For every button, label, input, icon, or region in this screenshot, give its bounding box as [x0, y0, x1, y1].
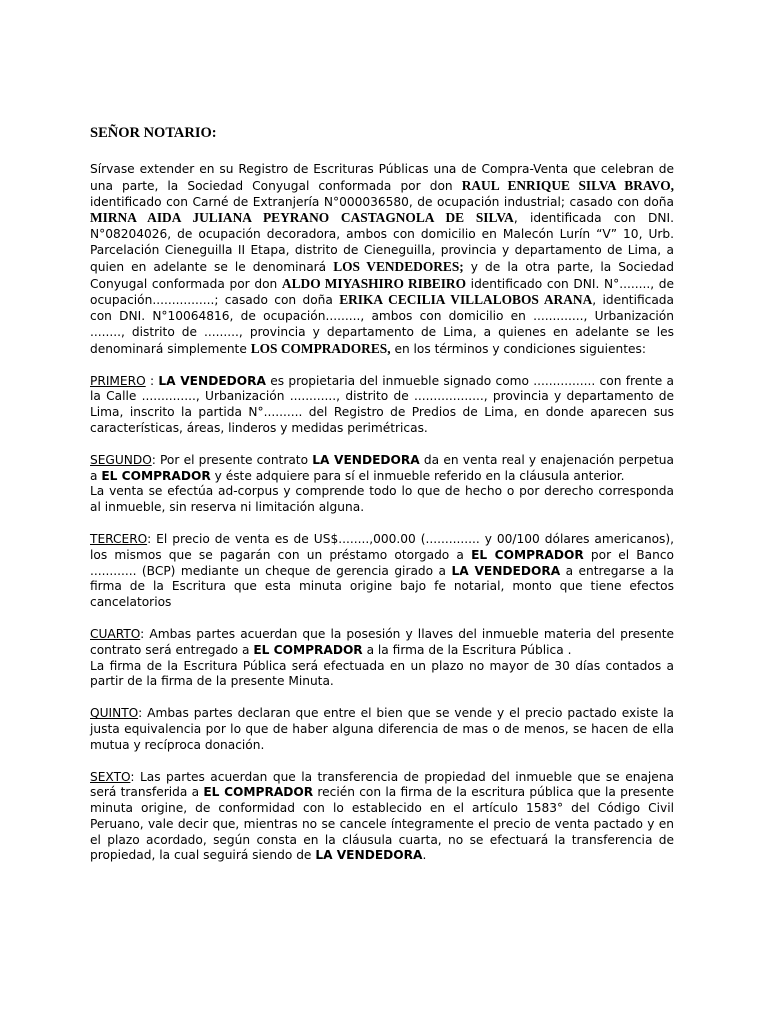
clause-text: . [422, 848, 427, 863]
clause-sexto [90, 770, 674, 865]
buyer-wife-name: ERIKA CECILIA VILLALOBOS ARANA [339, 292, 593, 308]
clause-cuarto [90, 627, 674, 690]
seller-wife-name: MIRNA AIDA JULIANA PEYRANO CASTAGNOLA DE SILVA [90, 210, 514, 226]
buyers-term: LOS COMPRADORES, [250, 340, 391, 356]
clause-label: SEXTO [90, 769, 131, 784]
party-name: LA VENDEDORA [451, 563, 561, 578]
intro-text: identificado con Carné de Extranjería N°000036580, de ocupación industrial; casado con doña [90, 194, 674, 209]
party-name: LA VENDEDORA [312, 452, 420, 467]
clause-text: : Las partes acuerdan que la transferencia de propiedad del inmueble que se enajena será transferida a [90, 769, 674, 800]
party-name: EL COMPRADOR [253, 642, 363, 657]
clause-text: a entregarse a la firma de la Escritura que esta minuta origine bajo fe notarial, monto que tiene efectos cancelatorios [90, 563, 675, 610]
clause-text: y éste adquiere para sí el inmueble referido en la cláusula anterior. [210, 468, 625, 483]
intro-paragraph [90, 162, 674, 358]
clause-text: da en venta real y enajenación perpetua a [90, 452, 674, 483]
clause-segundo [90, 453, 674, 516]
intro-text: y de la otra parte, la Sociedad Conyugal conformada por don [90, 259, 675, 291]
clause-label: TERCERO [90, 531, 148, 546]
intro-text: , identificada con DNI. N°10064816, de ocupación........., ambos con domicilio en ............., Urbanización ........, distrito de ........., provincia y departamento de Lima, a quienes en adelante se les denominará simplemente [90, 293, 675, 356]
clause-text: recién con la firma de la escritura pública que la presente minuta origine, de conformidad con lo establecido en el artículo 1583° del Código Civil Peruano, vale decir que, mientras no se cancele íntegramente el precio de venta pactado y en el plazo acordado, según consta en la cláusula cuarta, no se efectuará la transferencia de propiedad, la cual seguirá siendo de [90, 785, 674, 863]
party-name: EL COMPRADOR [471, 547, 584, 562]
intro-text: en los términos y condiciones siguientes: [390, 341, 646, 356]
document-title: SEÑOR NOTARIO: [90, 125, 217, 141]
clause-text: La venta se efectúa ad-corpus y comprende todo lo que de hecho o por derecho corresponda al inmueble, sin reserva ni limitación alguna. [90, 484, 674, 515]
clause-tercero [90, 532, 674, 611]
intro-text: identificado con DNI. N°........, de ocupación................; casado con doña [90, 276, 674, 308]
clause-label: SEGUNDO [90, 452, 152, 467]
buyer-husband-name: ALDO MIYASHIRO RIBEIRO [281, 275, 467, 291]
clause-text: a la firma de la Escritura Pública . [362, 642, 572, 657]
sellers-term: LOS VENDEDORES; [333, 258, 464, 274]
clause-text: : [145, 373, 159, 388]
party-name: LA VENDEDORA [158, 373, 266, 388]
intro-text: , identificada con DNI. N°08204026, de ocupación decoradora, ambos con domicilio en Malecón Lurín “V” 10, Urb. Parcelación Cieneguilla II Etapa, distrito de Cieneguilla, provincia y departamento de Lima, a quien en adelante se le denominará [90, 211, 674, 274]
clause-text: : Ambas partes declaran que entre el bien que se vende y el precio pactado existe la justa equivalencia por lo que de haber alguna diferencia de mas o de menos, se hacen de ella mutua y recíproca donación. [90, 706, 674, 752]
clause-text: : El precio de venta es de US$........,000.00 (.............. y 00/100 dólares americanos), los mismos que se pagarán con un préstamo otorgado a [90, 531, 674, 562]
party-name: LA VENDEDORA [315, 848, 423, 863]
clause-text: por el Banco ............ (BCP) mediante un cheque de gerencia girado a [90, 547, 675, 578]
document-page [90, 124, 674, 880]
seller-husband-name: RAUL ENRIQUE SILVA BRAVO, [461, 177, 674, 193]
party-name: EL COMPRADOR [203, 785, 314, 800]
party-name: EL COMPRADOR [101, 468, 211, 483]
clause-label: PRIMERO [90, 373, 146, 388]
clause-text: : Por el presente contrato [151, 452, 313, 467]
clause-text: : Ambas partes acuerdan que la posesión y llaves del inmueble materia del presente contrato será entregado a [90, 626, 674, 657]
clause-quinto [90, 706, 674, 753]
clause-text: es propietaria del inmueble signado como ................ con frente a la Calle .............., Urbanización ............, distrito de .................., provincia y departamento de Lima, inscrito la partida N°.......... del Registro de Predios de Lima, en donde aparecen sus características, áreas, linderos y medidas perimétricas. [90, 373, 675, 435]
clause-label: QUINTO [90, 706, 139, 721]
clause-label: CUARTO [90, 626, 141, 641]
intro-text: Sírvase extender en su Registro de Escrituras Públicas una de Compra-Venta que celebran de una parte, la Sociedad Conyugal conformada por don [90, 162, 674, 193]
clause-text: La firma de la Escritura Pública será efectuada en un plazo no mayor de 30 días contados a partir de la firma de la presente Minuta. [90, 658, 674, 689]
clause-primero [90, 374, 674, 437]
